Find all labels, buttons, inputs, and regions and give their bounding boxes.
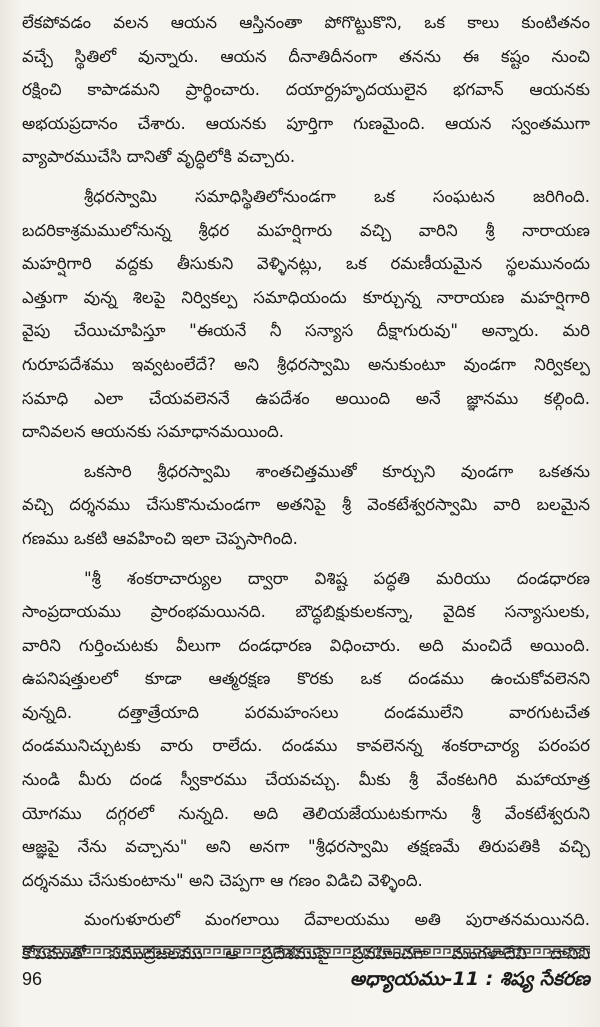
- text-line: వారిని గుర్తించుటకు వీలుగా దండధారణ విధించారు. అది మంచిదే అయింది.: [22, 635, 590, 655]
- text-line: మహర్షిగారి వద్దకు తీసుకుని వెళ్ళినట్లు, ఒక రమణీయమైన స్థలమునందు: [22, 254, 590, 274]
- text-line: రక్షించి కాపాడమని ప్రార్థించారు. దయార్ద్రహృదయులైన భగవాన్ ఆయనకు: [22, 80, 590, 100]
- text-line: సాంప్రదాయము ప్రారంభమయినది. బౌద్ధబిక్షుకులకన్నా, వైదిక సన్యాసులకు,: [22, 602, 590, 622]
- body-text: [22, 6, 590, 971]
- paragraph-4: [22, 562, 590, 898]
- paragraph-3: [22, 455, 590, 556]
- text-line: ఒకసారి శ్రీధరస్వామి శాంతచిత్తముతో కూర్చుని వుండగా ఒకతను: [84, 461, 590, 481]
- text-line: ఎత్తుగా వున్న శిలపై నిర్వికల్ప సమాధియందు కూర్చున్న నారాయణ మహర్షిగారి: [22, 287, 590, 307]
- text-line: యోగము దగ్గరలో నున్నది. అది తెలియజేయుటకుగాను శ్రీ వేంకటేశ్వరుని: [22, 803, 590, 823]
- text-line: వచ్చే స్థితిలో వున్నారు. ఆయన దీనాతిదీనంగా తనను ఈ కష్టం నుంచి: [22, 46, 590, 66]
- text-line: గురూపదేశము ఇవ్వటంలేదే? అని శ్రీధరస్వామి అనుకుంటూ వుండగా నిర్వికల్ప: [22, 354, 590, 374]
- text-line: వ్యాపారముచేసి దానితో వృద్ధిలోకి వచ్చారు.: [22, 147, 296, 167]
- text-line: వచ్చి దర్శనము చేసుకొనుచుండగా అతనిపై శ్రీ వెంకటేశ్వరస్వామి వారి బలమైన: [22, 495, 590, 515]
- page-footer: [22, 962, 590, 996]
- text-line: గణము ఒకటి ఆవహించి ఇలా చెప్పసాగింది.: [22, 528, 298, 548]
- text-line: దర్శనము చేసుకుంటాను" అని చెప్పగా ఆ గణం విడిచి వెళ్ళింది.: [22, 870, 423, 890]
- page-number: 96: [22, 969, 43, 989]
- running-head: అధ్యాయము-11 : శిష్య సేకరణ: [349, 968, 590, 990]
- text-line: బదరికాశ్రమములోనున్న శ్రీధర మహర్షిగారు వచ్చి వారిని శ్రీ నారాయణ: [22, 220, 590, 240]
- text-line: వున్నది. దత్తాత్రేయాది పరమహంసలు దండములేని వారగుటచేత: [22, 702, 590, 722]
- paragraph-1: [22, 6, 590, 174]
- text-line: శ్రీధరస్వామి సమాధిస్థితిలోనుండగా ఒక సంఘటన జరిగింది.: [84, 186, 590, 206]
- text-line: మంగుళూరులో మంగలాయి దేవాలయము అతి పురాతనమయినది.: [84, 910, 590, 930]
- text-line: అభయప్రదానం చేశారు. ఆయనకు పూర్తిగా గుణమైంది. ఆయన స్వంతముగా: [22, 113, 590, 133]
- text-line: నుండి మీరు దండ స్వీకారము చేయవచ్చు. మీకు శ్రీ వేంకటగిరి మహాయాత్ర: [22, 770, 590, 790]
- text-line: సమాధి ఎలా చేయవలెననే ఉపదేశం అయింది అనే జ్ఞానము కల్గింది.: [22, 388, 590, 408]
- text-line: ఆజ్ఞపై నేను వచ్చాను" అని అనగా "శ్రీధరస్వామి తక్షణమే తిరుపతికి వచ్చి: [22, 837, 590, 857]
- text-line: ఉపనిషత్తులలో కూడా ఆత్మరక్షణ కొరకు ఒక దండము ఉంచుకోవలెనని: [22, 669, 590, 689]
- paragraph-5: [22, 903, 590, 970]
- decorative-border: [22, 945, 590, 959]
- text-line: దండమునిచ్చుటకు వారు రాలేదు. దండము కావలెనన్న శంకరాచార్య పరంపర: [22, 736, 590, 756]
- text-line: దానివలన ఆయనకు సమాధానమయింది.: [22, 422, 285, 442]
- text-line: లేకపోవడం వలన ఆయన ఆస్తినంతా పోగొట్టుకొని, ఒక కాలు కుంటితనం: [22, 13, 590, 32]
- text-line: కోపముతో సముద్రజలము ఆ ప్రదేశముపై ప్రవహించగా మంగళాదేవి దానిని: [22, 944, 590, 964]
- text-line: వైపు చేయిచూపిస్తూ "ఈయనే నీ సన్యాస దీక్షాగురువు" అన్నారు. మరి: [22, 321, 590, 341]
- text-line: "శ్రీ శంకరాచార్యుల ద్వారా విశిష్ట పద్ధతి మరియు దండధారణ: [84, 568, 590, 588]
- paragraph-2: [22, 180, 590, 449]
